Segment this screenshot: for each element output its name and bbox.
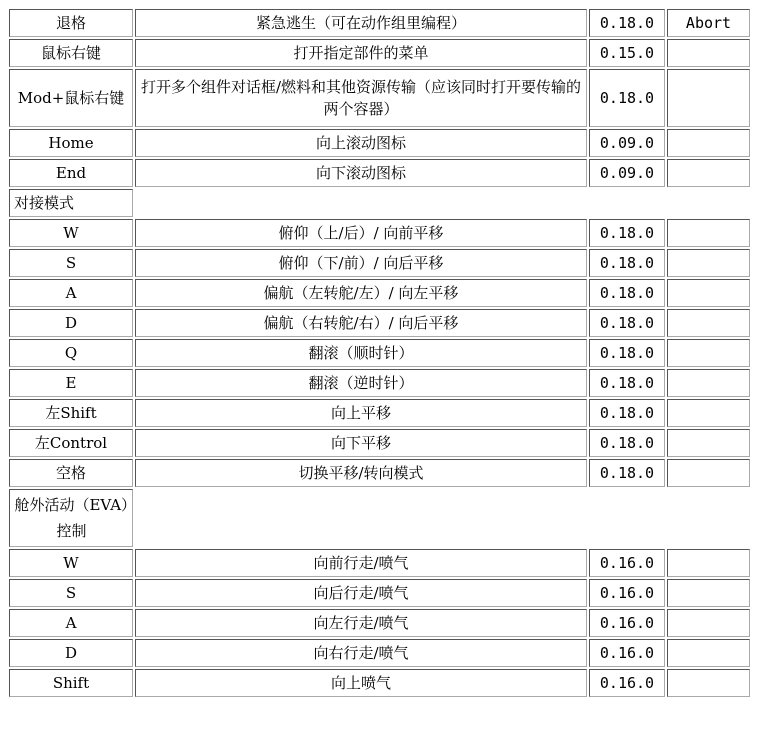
alias-cell [667, 129, 750, 157]
section-header-row [9, 189, 750, 217]
version-cell: 0.18.0 [589, 249, 665, 277]
section-header-eva: 舱外活动（EVA）控制 [9, 489, 133, 547]
key-cell: 左Shift [9, 399, 133, 427]
version-cell: 0.16.0 [589, 639, 665, 667]
description-cell: 打开多个组件对话框/燃料和其他资源传输（应该同时打开要传输的两个容器） [135, 69, 587, 127]
key-cell: Shift [9, 669, 133, 697]
section-header-docking: 对接模式 [9, 189, 133, 217]
description-cell: 翻滚（逆时针） [135, 369, 587, 397]
description-cell: 打开指定部件的菜单 [135, 39, 587, 67]
table-row [9, 39, 750, 67]
description-cell: 切换平移/转向模式 [135, 459, 587, 487]
alias-cell [667, 429, 750, 457]
alias-cell [667, 459, 750, 487]
alias-cell [667, 579, 750, 607]
description-cell: 向前行走/喷气 [135, 549, 587, 577]
description-cell: 向下滚动图标 [135, 159, 587, 187]
key-cell: W [9, 549, 133, 577]
table-row [9, 159, 750, 187]
description-cell: 俯仰（下/前）/ 向后平移 [135, 249, 587, 277]
table-row [9, 9, 750, 37]
table-row [9, 639, 750, 667]
version-cell: 0.15.0 [589, 39, 665, 67]
key-cell: Mod+鼠标右键 [9, 69, 133, 127]
key-cell: Home [9, 129, 133, 157]
table-row [9, 129, 750, 157]
table-row [9, 339, 750, 367]
version-cell: 0.09.0 [589, 159, 665, 187]
version-cell: 0.16.0 [589, 669, 665, 697]
description-cell: 翻滚（顺时针） [135, 339, 587, 367]
table-row [9, 669, 750, 697]
table-row [9, 459, 750, 487]
alias-cell [667, 639, 750, 667]
key-cell: D [9, 309, 133, 337]
alias-cell [667, 369, 750, 397]
keybindings-table-container [7, 7, 752, 699]
key-cell: D [9, 639, 133, 667]
alias-cell: Abort [667, 9, 750, 37]
key-cell: 鼠标右键 [9, 39, 133, 67]
key-cell: S [9, 579, 133, 607]
section-header-row [9, 489, 750, 547]
description-cell: 紧急逃生（可在动作组里编程） [135, 9, 587, 37]
table-row [9, 249, 750, 277]
alias-cell [667, 249, 750, 277]
description-cell: 向下平移 [135, 429, 587, 457]
key-cell: 左Control [9, 429, 133, 457]
description-cell: 偏航（右转舵/右）/ 向后平移 [135, 309, 587, 337]
key-cell: W [9, 219, 133, 247]
table-row [9, 309, 750, 337]
key-cell: Q [9, 339, 133, 367]
table-row [9, 69, 750, 127]
table-row [9, 579, 750, 607]
version-cell: 0.16.0 [589, 549, 665, 577]
key-cell: A [9, 279, 133, 307]
description-cell: 向上滚动图标 [135, 129, 587, 157]
table-row [9, 609, 750, 637]
version-cell: 0.18.0 [589, 279, 665, 307]
version-cell: 0.18.0 [589, 429, 665, 457]
version-cell: 0.18.0 [589, 399, 665, 427]
version-cell: 0.18.0 [589, 339, 665, 367]
version-cell: 0.18.0 [589, 9, 665, 37]
blank-cell [135, 489, 750, 547]
alias-cell [667, 669, 750, 697]
alias-cell [667, 549, 750, 577]
table-row [9, 429, 750, 457]
version-cell: 0.18.0 [589, 459, 665, 487]
key-cell: S [9, 249, 133, 277]
description-cell: 向上喷气 [135, 669, 587, 697]
alias-cell [667, 39, 750, 67]
description-cell: 偏航（左转舵/左）/ 向左平移 [135, 279, 587, 307]
key-cell: 退格 [9, 9, 133, 37]
description-cell: 俯仰（上/后）/ 向前平移 [135, 219, 587, 247]
alias-cell [667, 399, 750, 427]
table-row [9, 219, 750, 247]
description-cell: 向左行走/喷气 [135, 609, 587, 637]
description-cell: 向右行走/喷气 [135, 639, 587, 667]
key-cell: End [9, 159, 133, 187]
version-cell: 0.18.0 [589, 219, 665, 247]
blank-cell [135, 189, 750, 217]
table-row [9, 399, 750, 427]
alias-cell [667, 309, 750, 337]
version-cell: 0.16.0 [589, 609, 665, 637]
alias-cell [667, 279, 750, 307]
key-cell: 空格 [9, 459, 133, 487]
version-cell: 0.16.0 [589, 579, 665, 607]
description-cell: 向后行走/喷气 [135, 579, 587, 607]
alias-cell [667, 69, 750, 127]
version-cell: 0.18.0 [589, 369, 665, 397]
description-cell: 向上平移 [135, 399, 587, 427]
keybindings-table [7, 7, 752, 699]
version-cell: 0.18.0 [589, 69, 665, 127]
table-row [9, 279, 750, 307]
key-cell: A [9, 609, 133, 637]
alias-cell [667, 609, 750, 637]
table-row [9, 549, 750, 577]
alias-cell [667, 159, 750, 187]
version-cell: 0.09.0 [589, 129, 665, 157]
version-cell: 0.18.0 [589, 309, 665, 337]
alias-cell [667, 339, 750, 367]
table-row [9, 369, 750, 397]
alias-cell [667, 219, 750, 247]
key-cell: E [9, 369, 133, 397]
